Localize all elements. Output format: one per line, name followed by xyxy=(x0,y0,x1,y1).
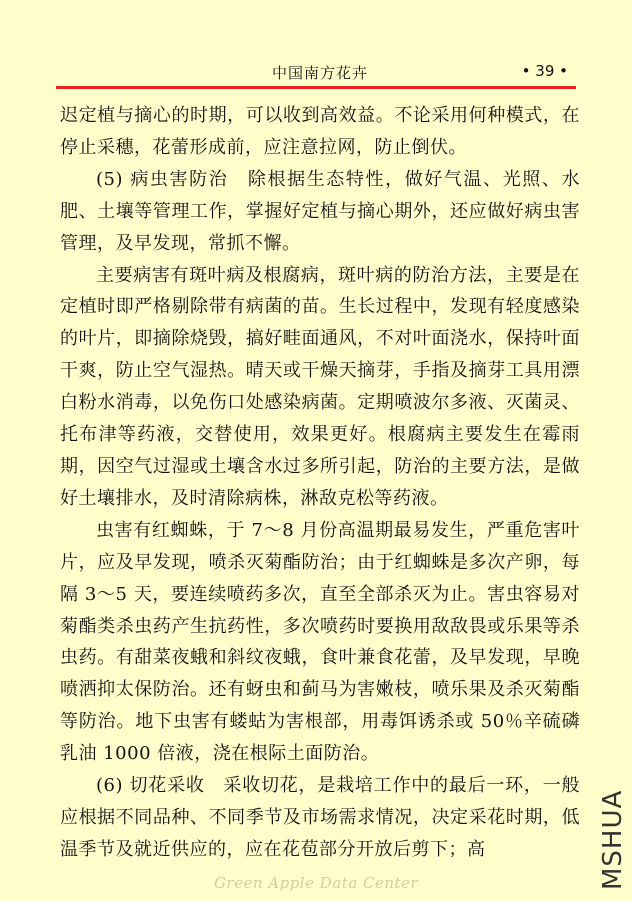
header-title: 中国南方花卉 xyxy=(271,64,368,82)
header-rule xyxy=(56,86,576,89)
paragraph-4: 虫害有红蜘蛛，于 7～8 月份高温期最易发生，严重危害叶片，应及早发现，喷杀灭菊酯防治；由于红蜘蛛是多次产卵，每隔 3～5 天，要连续喷药多次，直至全部杀灭为止。害虫容易对菊酯类杀虫药产生抗药性，多次喷药时要换用敌敌畏或乐果等杀虫药。有甜菜夜蛾和斜纹夜蛾，食叶兼食花蕾，及早发现，早晚喷洒抑太保防治。还有蚜虫和蓟马为害嫩枝，喷乐果及杀灭菊酯等防治。地下虫害有蝼蛄为害根部，用毒饵诱杀或 50％辛硫磷乳油 1000 倍液，浇在根际土面防治。 xyxy=(60,519,580,765)
page-number: • 39 • xyxy=(521,62,568,80)
paragraph-3: 主要病害有斑叶病及根腐病，斑叶病的防治方法，主要是在定植时即严格剔除带有病菌的苗。生长过程中，发现有轻度感染的叶片，即摘除烧毁，搞好畦面通风，不对叶面浇水，保持叶面干爽，防止空气湿热。晴天或干燥天摘芽，手指及摘芽工具用漂白粉水消毒，以免伤口处感染病菌。定期喷波尔多液、灭菌灵、托布津等药液，交替使用，效果更好。根腐病主要发生在霉雨期，因空气过湿或土壤含水过多所引起，防治的主要方法，是做好土壤排水，及时清除病株，淋敌克松等药液。 xyxy=(60,264,580,509)
paragraph-1: 迟定植与摘心的时期，可以收到高效益。不论采用何种模式，在停止采穗，花蕾形成前，应注意拉网，防止倒伏。 xyxy=(60,105,580,158)
paragraph-5: (6) 切花采收 采收切花，是栽培工作中的最后一环，一般应根据不同品种、不同季节及市场需求情况，决定采花时期，低温季节及就近供应的，应在花苞部分开放后剪下；高 xyxy=(60,775,580,860)
body-text xyxy=(60,100,580,866)
bottom-watermark: Green Apple Data Center xyxy=(213,874,419,892)
running-header xyxy=(60,60,580,84)
side-watermark: MSHUA xyxy=(598,789,628,890)
paragraph-2: (5) 病虫害防治 除根据生态特性，做好气温、光照、水肥、土壤等管理工作，掌握好定植与摘心期外，还应做好病虫害管理，及早发现，常抓不懈。 xyxy=(60,168,580,254)
